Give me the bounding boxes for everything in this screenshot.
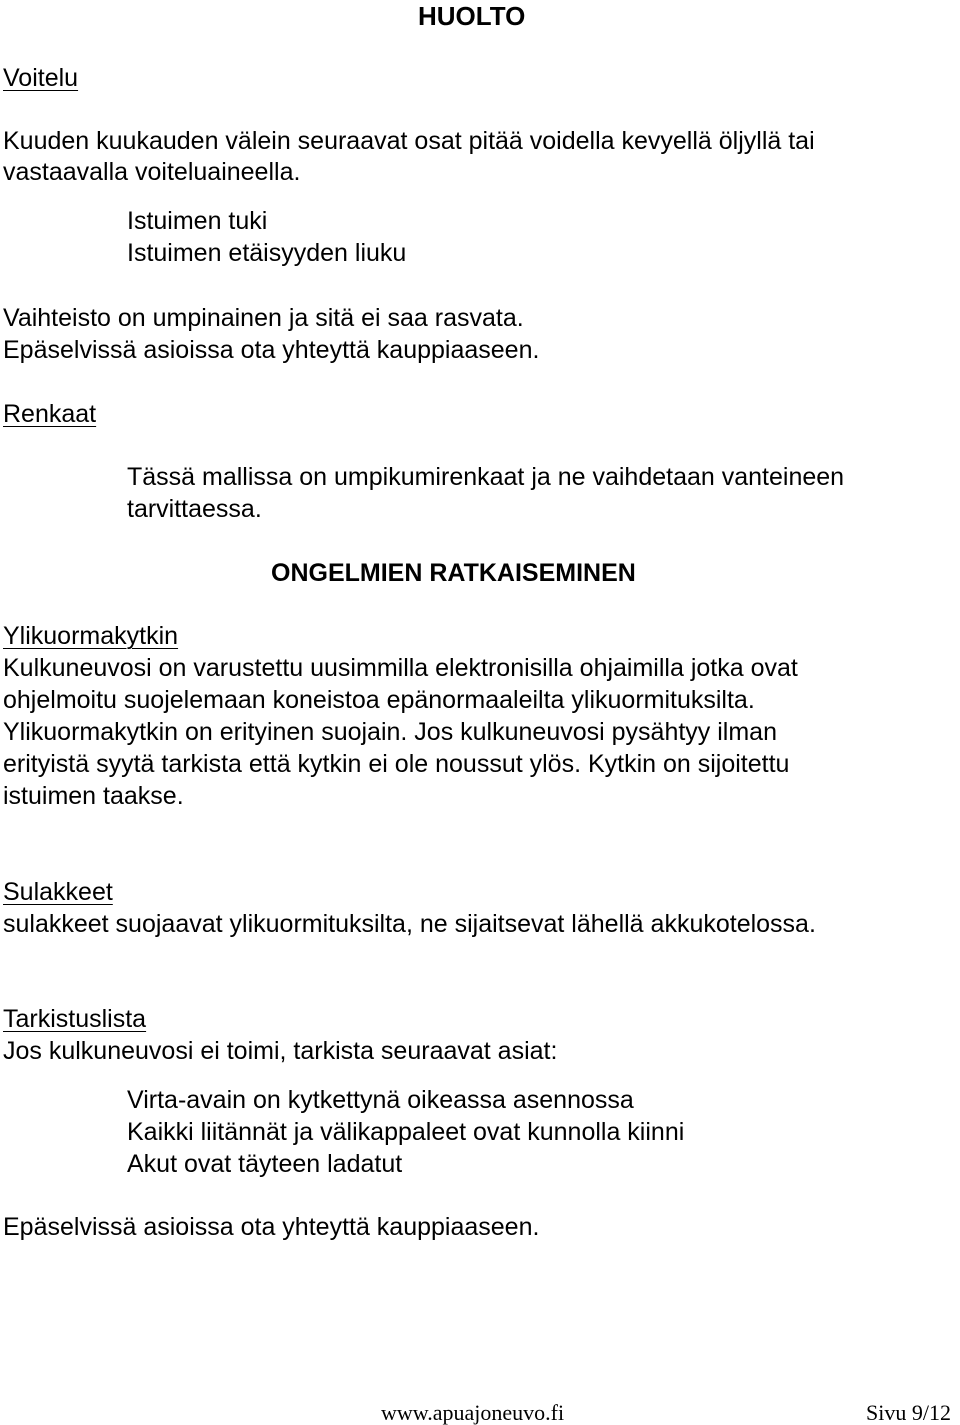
voitelu-intro-line: vastaavalla voiteluaineella. xyxy=(3,158,301,186)
page-title: HUOLTO xyxy=(418,1,526,31)
renkaat-line: tarvittaessa. xyxy=(127,495,262,523)
voitelu-item: Istuimen tuki xyxy=(127,207,268,235)
sulakkeet-heading: Sulakkeet xyxy=(3,878,113,906)
tarkistuslista-item: Kaikki liitännät ja välikappaleet ovat kunnolla kiinni xyxy=(127,1118,685,1146)
tarkistuslista-intro: Jos kulkuneuvosi ei toimi, tarkista seuraavat asiat: xyxy=(3,1037,558,1065)
voitelu-note-line: Vaihteisto on umpinainen ja sitä ei saa rasvata. xyxy=(3,304,524,332)
footer-url: www.apuajoneuvo.fi xyxy=(381,1400,565,1425)
renkaat-line: Tässä mallissa on umpikumirenkaat ja ne vaihdetaan vanteineen xyxy=(127,463,845,491)
voitelu-heading: Voitelu xyxy=(3,64,79,92)
ylikuormakytkin-line: istuimen taakse. xyxy=(3,782,184,810)
ylikuormakytkin-heading: Ylikuormakytkin xyxy=(3,622,179,650)
voitelu-intro-line: Kuuden kuukauden välein seuraavat osat pitää voidella kevyellä öljyllä tai xyxy=(3,127,815,155)
voitelu-item: Istuimen etäisyyden liuku xyxy=(127,239,407,267)
ylikuormakytkin-line: erityistä syytä tarkista että kytkin ei ole noussut ylös. Kytkin on sijoitettu xyxy=(3,750,790,778)
tarkistuslista-heading: Tarkistuslista xyxy=(3,1005,147,1033)
voitelu-note-line: Epäselvissä asioissa ota yhteyttä kauppiaaseen. xyxy=(3,336,540,364)
footer-page-number: Sivu 9/12 xyxy=(866,1400,951,1425)
tarkistuslista-item: Virta-avain on kytkettynä oikeassa asennossa xyxy=(127,1086,634,1114)
sulakkeet-line: sulakkeet suojaavat ylikuormituksilta, ne sijaitsevat lähellä akkukotelossa. xyxy=(3,910,816,938)
tarkistuslista-closing: Epäselvissä asioissa ota yhteyttä kauppiaaseen. xyxy=(3,1213,540,1241)
ylikuormakytkin-line: ohjelmoitu suojelemaan koneistoa epänormaaleilta ylikuormituksilta. xyxy=(3,686,755,714)
ylikuormakytkin-line: Ylikuormakytkin on erityinen suojain. Jos kulkuneuvosi pysähtyy ilman xyxy=(3,718,777,746)
ylikuormakytkin-line: Kulkuneuvosi on varustettu uusimmilla elektronisilla ohjaimilla jotka ovat xyxy=(3,654,798,682)
troubleshooting-title: ONGELMIEN RATKAISEMINEN xyxy=(271,559,636,587)
renkaat-heading: Renkaat xyxy=(3,400,97,428)
tarkistuslista-item: Akut ovat täyteen ladatut xyxy=(127,1150,403,1178)
